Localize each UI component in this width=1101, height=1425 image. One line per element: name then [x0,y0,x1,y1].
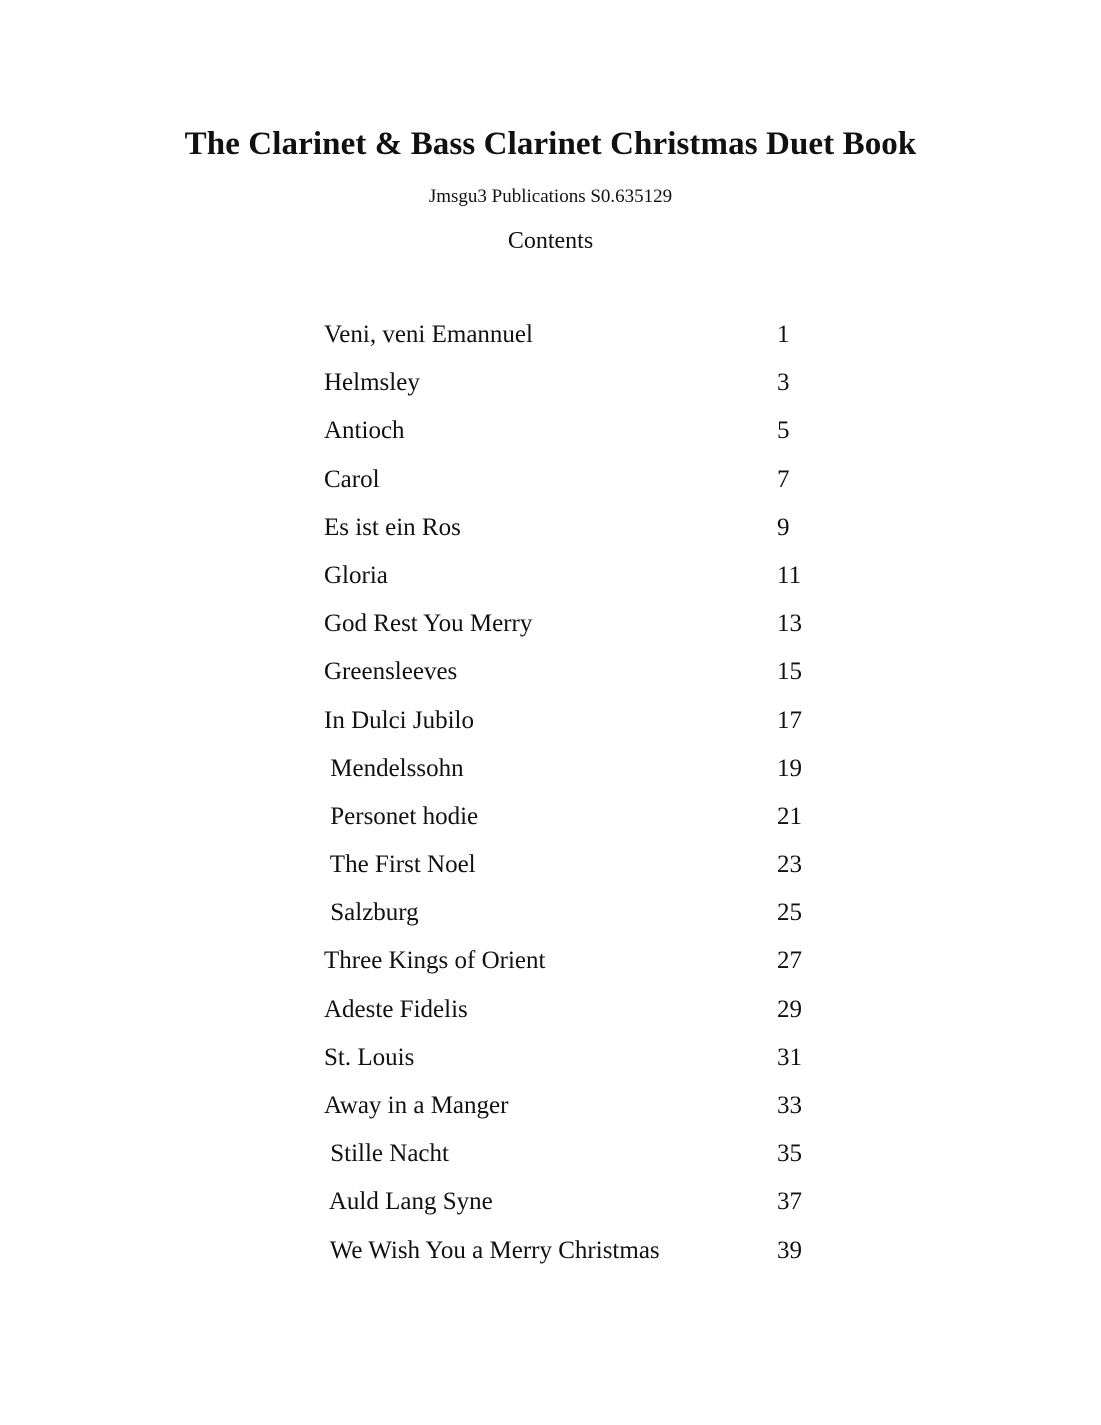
toc-entry-page: 11 [777,561,802,589]
toc-entry [324,846,844,894]
toc-entry-title: Antioch [324,417,405,445]
toc-entry [324,461,844,509]
toc-entry [324,1039,844,1087]
toc-entry-page: 17 [777,706,802,734]
publisher-line: Jmsgu3 Publications S0.635129 [428,186,673,207]
toc-entry-title: Three Kings of Orient [324,947,546,975]
toc-entry-title: God Rest You Merry [324,610,533,638]
toc-entry [324,991,844,1039]
toc-entry [324,1135,844,1183]
toc-entry-page: 13 [777,610,802,638]
document-title: The Clarinet & Bass Clarinet Christmas Duet Book [184,126,917,162]
toc-entry [324,1232,844,1280]
toc-entry-title: Stille Nacht [324,1140,449,1168]
toc-entry-title: We Wish You a Merry Christmas [324,1236,660,1264]
table-of-contents [324,316,844,1280]
toc-entry [324,798,844,846]
toc-entry-title: St. Louis [324,1043,415,1071]
toc-entry-title: Adeste Fidelis [324,995,468,1023]
toc-entry [324,509,844,557]
toc-entry-page: 7 [777,465,790,493]
toc-entry [324,702,844,750]
toc-entry [324,605,844,653]
toc-entry [324,750,844,798]
toc-entry-title: Es ist ein Ros [324,513,461,541]
toc-entry [324,653,844,701]
toc-entry [324,557,844,605]
toc-entry-title: The First Noel [324,851,476,879]
toc-entry-page: 35 [777,1140,802,1168]
toc-entry-title: Veni, veni Emannuel [324,321,533,348]
toc-entry-title: Personet hodie [324,802,479,830]
toc-entry-title: Away in a Manger [324,1092,509,1119]
toc-entry-page: 19 [777,754,802,782]
toc-entry-title: Mendelssohn [324,754,464,782]
toc-entry-page: 27 [777,947,802,975]
toc-entry-page: 15 [777,658,802,686]
contents-heading: Contents [507,228,594,254]
toc-entry-page: 25 [777,899,802,927]
toc-entry-title: Carol [324,465,380,493]
toc-entry-title: Salzburg [324,899,419,927]
toc-entry-page: 21 [777,802,802,830]
toc-entry [324,894,844,942]
toc-entry [324,1183,844,1231]
toc-entry-title: Auld Lang Syne [324,1188,493,1216]
toc-entry-page: 1 [777,321,790,348]
toc-entry [324,1087,844,1135]
toc-entry-page: 31 [777,1043,802,1071]
toc-entry-page: 33 [777,1092,802,1119]
toc-entry-page: 37 [777,1188,802,1216]
toc-entry-title: Gloria [324,561,388,589]
toc-entry-page: 23 [777,851,802,879]
toc-entry-title: Greensleeves [324,658,458,686]
toc-entry-page: 39 [777,1236,802,1264]
toc-entry [324,942,844,990]
toc-entry [324,412,844,460]
toc-entry [324,364,844,412]
toc-entry-page: 5 [777,417,790,445]
toc-entry-page: 3 [777,369,790,397]
toc-entry [324,316,844,364]
toc-entry-page: 9 [777,513,790,541]
toc-entry-title: In Dulci Jubilo [324,706,474,734]
toc-entry-page: 29 [777,995,802,1023]
toc-entry-title: Helmsley [324,369,420,397]
